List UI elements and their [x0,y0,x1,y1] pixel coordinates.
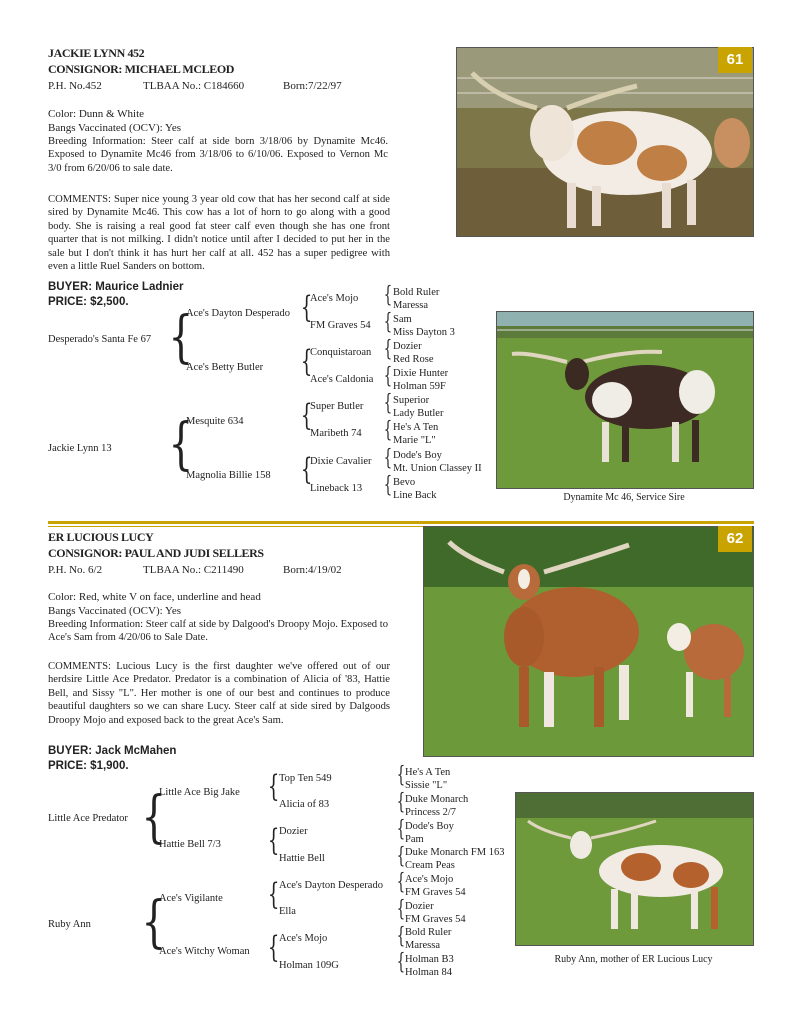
lot61-born: Born:7/22/97 [283,80,342,92]
lot61-caption: Dynamite Mc 46, Service Sire [563,492,685,503]
pedigree-gen4: Princess 2/7 [405,807,457,818]
pedigree-gen4: Red Rose [393,354,434,365]
pedigree-gen4: Holman 84 [405,967,452,978]
lot61-meta [48,80,342,92]
pedigree-gen4: He's A Ten [393,422,439,433]
lot62-color: Color: Red, white V on face, underline and head [48,591,261,603]
pedigree-gen2: Magnolia Billie 158 [186,470,271,481]
lot61-tlbaa: TLBAA No.: C184660 [143,80,245,92]
lot62-consignor: CONSIGNOR: PAUL AND JUDI SELLERS [48,546,264,560]
pedigree-brace: { [300,398,313,433]
pedigree-gen4: Maressa [393,300,428,311]
pedigree-brace: { [396,790,406,815]
pedigree-gen2: Ace's Dayton Desperado [186,308,290,319]
pedigree-brace: { [300,344,313,379]
lot62-meta [48,564,342,576]
pedigree-brace: { [383,283,393,308]
lot62-dam-photo [515,792,754,946]
pedigree-gen4: FM Graves 54 [405,914,466,925]
service-sire-image [497,312,753,488]
longhorn-cow-image [457,48,753,236]
pedigree-brace: { [383,310,393,335]
pedigree-gen4: Dode's Boy [393,450,442,461]
lot61-number-badge: 61 [718,47,752,73]
pedigree-brace: { [267,769,280,804]
lot62-ph: P.H. No. 6/2 [48,564,103,576]
pedigree-brace: { [396,817,406,842]
pedigree-gen4: Miss Dayton 3 [393,327,455,338]
pedigree-sire: Little Ace Predator [48,813,128,824]
pedigree-brace: { [267,877,280,912]
lot61-consignor: CONSIGNOR: MICHAEL MCLEOD [48,62,235,76]
pedigree-brace: { [396,897,406,922]
lot62-bangs: Bangs Vaccinated (OCV): Yes [48,605,182,617]
pedigree-brace: { [383,418,393,443]
pedigree-brace: { [383,391,393,416]
pedigree-brace: { [396,950,406,975]
pedigree-gen4: Dozier [393,341,422,352]
pedigree-gen4: Cream Peas [405,860,455,871]
pedigree-gen4: Lady Butler [393,408,444,419]
pedigree-gen3: Conquistaroan [310,347,372,358]
pedigree-brace: { [383,446,393,471]
pedigree-brace: { [267,930,280,965]
cow-and-calf-image [424,527,753,756]
pedigree-gen4: Sissie "L" [405,780,448,791]
lot62-born: Born:4/19/02 [283,564,342,576]
pedigree-gen3: Super Butler [310,401,364,412]
lot61-ph: P.H. No.452 [48,80,102,92]
pedigree-gen4: Maressa [405,940,440,951]
pedigree-gen4: Marie "L" [393,435,436,446]
pedigree-gen4: Sam [393,314,412,325]
pedigree-brace: { [396,844,406,869]
lot61-sire-photo [496,311,754,489]
pedigree-dam: Jackie Lynn 13 [48,443,112,454]
pedigree-gen2: Hattie Bell 7/3 [159,839,221,850]
pedigree-gen3: Ace's Dayton Desperado [279,880,383,891]
pedigree-brace: { [383,473,393,498]
pedigree-brace: { [383,364,393,389]
lot61-bangs: Bangs Vaccinated (OCV): Yes [48,122,182,134]
lot62-caption: Ruby Ann, mother of ER Lucious Lucy [554,954,713,965]
pedigree-gen3: Top Ten 549 [279,773,332,784]
pedigree-gen4: Bold Ruler [393,287,440,298]
lot62-tlbaa: TLBAA No.: C211490 [143,564,244,576]
lot61-title: JACKIE LYNN 452 [48,46,145,60]
pedigree-gen4: Holman 59F [393,381,446,392]
pedigree-gen4: Mt. Union Classey II [393,463,482,474]
lot62-title: ER LUCIOUS LUCY [48,530,154,544]
pedigree-gen2: Ace's Witchy Woman [159,946,250,957]
pedigree-brace: { [141,785,167,850]
pedigree-gen4: FM Graves 54 [405,887,466,898]
pedigree-brace: { [396,870,406,895]
pedigree-brace: { [168,412,194,477]
pedigree-gen4: Dozier [405,901,434,912]
pedigree-gen3: Lineback 13 [310,483,363,494]
pedigree-brace: { [383,337,393,362]
pedigree-gen4: He's A Ten [405,767,451,778]
pedigree-brace: { [300,290,313,325]
pedigree-dam: Ruby Ann [48,919,91,930]
pedigree-gen4: Ace's Mojo [405,874,454,885]
lot62-comments: COMMENTS: Lucious Lucy is the first daughter we've offered out of our herdsire Little Ace Predator. Predator is a combination of Alicia of '83, Hattie Bell, and Sissy "L". Her mother is one of our best and continues to produce beautiful daughters so we can share Lucy. Steer calf at side sired by Dalgoods Droopy Mojo and exposed back to the great Ace's Sam. [48,661,390,726]
pedigree-gen3: Dixie Cavalier [310,456,372,467]
lot61-price: PRICE: $2,500. [48,296,129,308]
pedigree-gen3: Holman 109G [279,960,339,971]
pedigree-gen3: Ace's Mojo [279,933,328,944]
pedigree-gen4: Duke Monarch FM 163 [405,847,505,858]
lot61-photo [456,47,754,237]
lot61-color: Color: Dunn & White [48,108,145,120]
pedigree-gen4: Bevo [393,477,416,488]
pedigree-brace: { [267,823,280,858]
pedigree-gen3: Dozier [279,826,308,837]
pedigree-gen4: Superior [393,395,430,406]
pedigree-brace: { [396,924,406,949]
lot61-breeding: Breeding Information: Steer calf at side born 3/18/06 by Dynamite Mc46. Exposed to Dynamite Mc46 from 3/18/06 to 6/10/06. Exposed to Vernon Mc 3/0 from 6/20/06 to sale date. [48,136,388,174]
pedigree-sire: Desperado's Santa Fe 67 [48,334,152,345]
pedigree-gen3: Ella [279,906,296,917]
lot62-buyer: BUYER: Jack McMahen [48,745,177,757]
ruby-ann-image [516,793,753,945]
pedigree-gen2: Ace's Vigilante [159,893,223,904]
pedigree-gen2: Ace's Betty Butler [186,362,264,373]
pedigree-brace: { [141,890,167,955]
pedigree-gen4: Dode's Boy [405,821,454,832]
pedigree-gen3: Hattie Bell [279,853,325,864]
pedigree-brace: { [168,305,194,370]
pedigree-gen4: Bold Ruler [405,927,452,938]
pedigree-gen3: Maribeth 74 [310,428,362,439]
lot62-price: PRICE: $1,900. [48,760,129,772]
pedigree-gen3: Ace's Caldonia [310,374,374,385]
pedigree-brace: { [300,452,313,487]
pedigree-gen4: Line Back [393,490,437,501]
pedigree-gen4: Holman B3 [405,954,454,965]
section-divider [48,521,754,524]
pedigree-gen3: Alicia of 83 [279,799,330,810]
pedigree-gen3: FM Graves 54 [310,320,371,331]
pedigree-brace: { [396,763,406,788]
lot61-comments: COMMENTS: Super nice young 3 year old cow that has her second calf at side sired by Dynamite Mc46. This cow has a lot of horn to go along with a good body. She is raising a real good fat steer calf even though she has one front quarter that is not milking. I didn't notice until after I decided to put her in the sale but I don't think it has hurt her calf at all. 452 has a super pedigree with even a little Ruel Sanders on bottom. [48,194,390,273]
lot62-breeding: Breeding Information: Steer calf at side by Dalgood's Droopy Mojo. Exposed to Ace's Sam from 4/20/06 to Sale Date. [48,619,388,644]
lot62-number-badge: 62 [718,526,752,552]
pedigree-gen3: Ace's Mojo [310,293,359,304]
lot62-photo [423,526,754,757]
pedigree-gen4: Dixie Hunter [393,368,449,379]
pedigree-gen2: Little Ace Big Jake [159,787,240,798]
pedigree-gen4: Pam [405,834,424,845]
lot61-buyer: BUYER: Maurice Ladnier [48,281,184,293]
pedigree-gen2: Mesquite 634 [186,416,244,427]
pedigree-gen4: Duke Monarch [405,794,469,805]
